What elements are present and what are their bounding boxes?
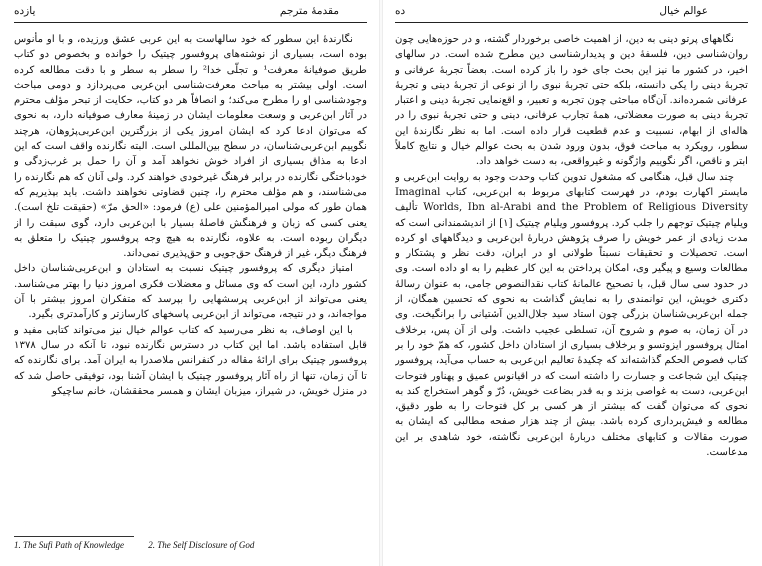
right-header-rule — [395, 22, 748, 23]
left-page-number: یازده — [14, 5, 36, 17]
footnote-rule — [14, 536, 134, 537]
right-page — [381, 0, 762, 566]
footnote-2: 2. The Self Disclosure of God — [148, 540, 255, 550]
left-body-text — [14, 32, 367, 524]
left-header-rule — [14, 22, 367, 23]
left-paragraph: امتیاز دیگری که پروفسور چیتیک نسبت به استادان و ابن‌عربی‌شناسان داخل کشور دارد، این است که وی مسائل و معضلات فکری امروز دنیا را بهتر می‌شناسد. یعنی می‌تواند از ابن‌عربی پرسشهایی را بپرسد که متفکران امروز بیشتر با آن مواجه‌اند، و در نتیجه، می‌تواند از ابن‌عربی پاسخهای کارسازتر و کارآمدتری بگیرد. — [14, 263, 367, 321]
left-running-head — [14, 5, 367, 21]
left-running-title: مقدمهٔ مترجم — [279, 5, 339, 17]
footnote-1: 1. The Sufi Path of Knowledge — [14, 540, 124, 550]
right-running-title: عوالم خیال — [659, 5, 708, 17]
right-paragraph: چند سال قبل، هنگامی که مشغول تدوین کتاب وحدت وجود به روایت ابن‌عربی و مایستر اکهارت بودم، در فهرست کتابهای مربوط به ابن‌عربی، کتاب Imaginal Worlds, Ibn al-Arabi and the Problem of Religious Diversity تألیف ویلیام چیتیک توجهم را جلب کرد. پروفسور ویلیام چیتیک [۱] از اندیشمندانی است که مدت زیادی از عمر خویش را صرف پژوهش دربارهٔ ابن‌عربی و دیدگاههای او کرده است. تحصیلات و تحقیقات نسبتاً طولانی او در ایران، دقت نظر و پشتکار و مطالعات وسیع و پیگیر وی، امکان پرداختن به این کار عظیم را به او داده است. وی در حدود سی سال قبل، با تصحیح عالمانهٔ کتاب نقدالنصوص جامی، به عنوان رسالهٔ دکتری خویش، این توانمندی را به نمایش گذاشت به نحوی که تحسین همگان، از جمله ابن‌عربی‌شناسان بزرگی چون استاد سید جلال‌الدین آشتیانی را برانگیخت. وی در آن زمان، به صوم و شروح آن، تسلطی عجیب داشت. ولی از آن پس، برخلاف امثال پروفسور ایزوتسو و برخلاف بسیاری از استادان داخل کشور، که همّ خود را بر کتاب فصوص الحکم گذاشته‌اند که چکیدهٔ تعالیم ابن‌عربی به حساب می‌آید، پروفسور چیتیک این شجاعت و جسارت را داشته است که در اقیانوس عمیق و پهناور فتوحات ابن‌عربی، دست به غواصی بزند و به قدر بضاعت خویش، دُرّ و گوهر استخراج کند به نحوی که می‌توان گفت که بیشتر از هر کسی بر کل فتوحات را به طور دقیق، مطالعه و فیش‌برداری کرده باشد. بیش از چند هزار صفحه مطالبی که ایشان به صورت مقالات و کتابهای مختلف دربارهٔ ابن‌عربی نگاشته، خود شاهدی بر این مدعاست. — [395, 171, 748, 459]
right-page-number: ده — [395, 5, 406, 17]
left-paragraph: با این اوصاف، به نظر می‌رسید که کتاب عوالم خیال نیز می‌تواند کتابی مفید و قابل استفاده باشد. اما این کتاب در دسترس نگارنده نبود، تا آنکه در سال ۱۳۷۸ پروفسور چیتیک برای ارائهٔ مقاله در کنفرانس ملاصدرا به ایران آمد. برای نگارنده که تا آن زمان، تنها از راه آثار پروفسور چیتیک با ایشان آشنا بود، توفیقی حاصل شد که در منزل خویش، در شیراز، میزبان ایشان و همسر محققشان، خانم ساچیکو — [14, 324, 367, 397]
right-body-text — [395, 32, 748, 558]
footnotes — [14, 540, 367, 550]
right-running-head — [395, 5, 748, 21]
right-paragraph: نگاههای پرتو دینی به دین، از اهمیت خاصی برخوردار گشته، و در حوزه‌هایی چون روان‌شناسی دین، فلسفهٔ دین و پدیدارشناسی دین مطرح شده است. در سالهای اخیر، در کشور ما نیز این بحث جای خود را باز کرده است. بعضاً تجربهٔ عرفانی و تجربهٔ دینی را یکی دانسته، بلکه حتی تجربهٔ نبوی را از نوعی از تجربهٔ دینی و تجربهٔ عرفانی شمرده‌اند. آن‌گاه مباحثی چون تجربه و تعبیر، و اقع‌نمایی تجربهٔ دینی و اعتبار تجربهٔ دینی به صورت معضلاتی، همهٔ تجارب عرفانی، دینی و حتی تجربهٔ نبوی را در هاله‌ای از ابهام، نسبیت و عدم قطعیت قرار داده است. اما به نظر نگارندهٔ این سطور، رویکرد به مباحث فوق، بدون ورود شدن به بحث عوالم خیال و نتایج کاملاً ابتر و ناقص، اگر نگوییم واژگونه و غیرواقعی، به دست خواهد داد. — [395, 34, 748, 168]
left-paragraph: نگارندهٔ این سطور که خود سالهاست به این عربی عشق ورزیده، و با او مأنوس بوده است، بسیاری از نوشته‌های پروفسور چیتیک را خوانده و بخصوص دو کتاب طریق صوفیانهٔ معرفت¹ و تجلّی خدا² را سطر به سطر و با دقت مطالعه کرده است. اولی بیشتر به مباحث معرفت‌شناسی ابن‌عربی می‌پردازد و دومی مباحث وجودشناسی او را مطرح می‌کند؛ و انصافاً هر دو کتاب، حکایت از تبحر مؤلف محترم در آثار ابن‌عربی و وسعت معلومات ایشان در زمینهٔ معارف صوفیانه دارد، به نحوی که می‌توان ادعا کرد که ایشان امروز یکی از بزرگترین ابن‌عربی‌پژوهان، هرچند نگوییم ابن‌عربی‌شناسان، در سطح بین‌المللی است. البته نگارنده واقف است که این ادعا به مذاق بسیاری از افراد خوش نخواهد آمد و آن را حمل بر غرب‌زدگی و خودباختگی نگارنده در برابر فرهنگ غیرخودی خواهند کرد. ولی آنان که هم نگارنده را می‌شناسند، و هم مؤلف محترم را، چنین قضاوتی نخواهند داشت. باید بپذیریم که همان طور که مولی امیرالمؤمنین علی (ع) فرمود: «الحق مرّ» (حقیقت تلخ است). یعنی کسی که زبان و فرهنگش فاصلهٔ بسیار با ابن‌عربی دارد، گوی سبقت را از دیگران ربوده است. به علاوه، نگارنده به هیچ وجه پروفسور چیتیک را متعلق به فرهنگ دیگر، غیر از فرهنگ حق‌جویی و حق‌پذیری نمی‌داند. — [14, 34, 367, 260]
